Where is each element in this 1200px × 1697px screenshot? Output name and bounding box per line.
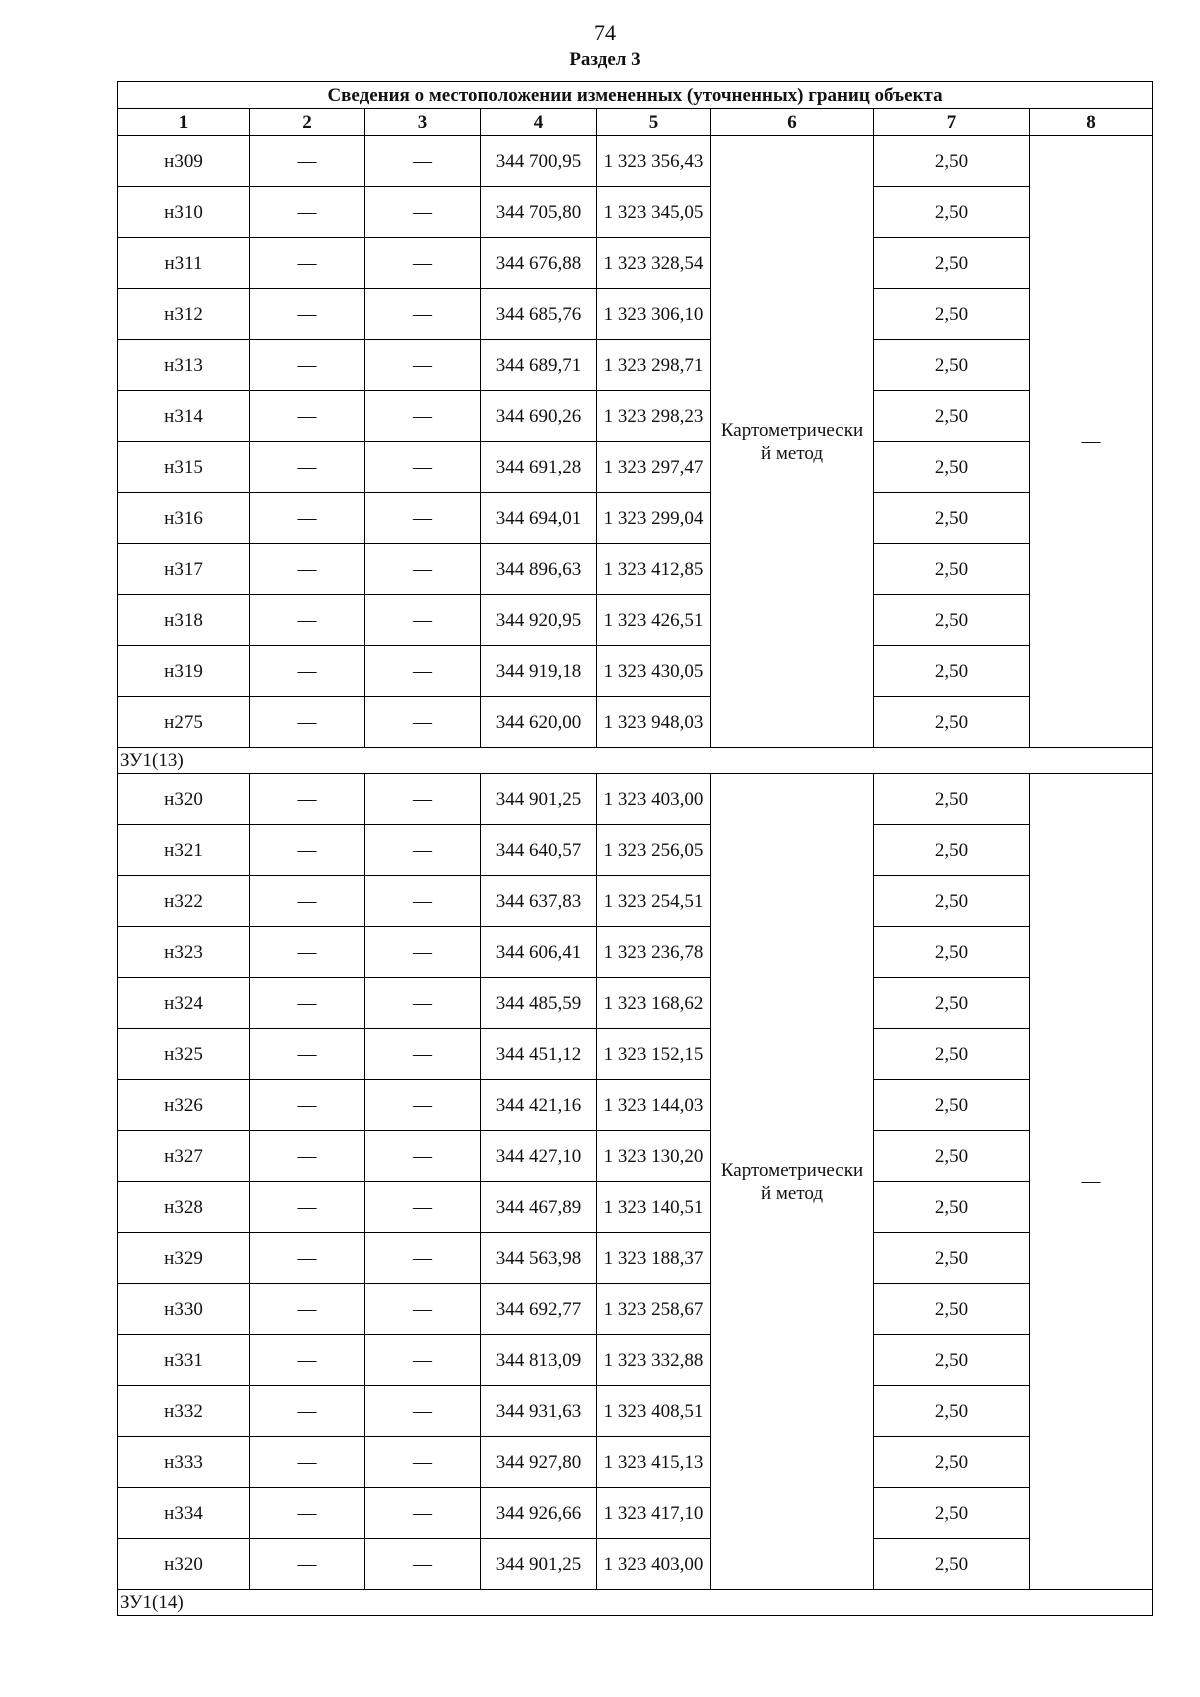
coordinate-y-cell: 1 323 408,51	[597, 1386, 711, 1437]
table-row	[118, 1539, 1153, 1590]
table-row	[118, 1131, 1153, 1182]
column-8-cell: —	[1030, 136, 1153, 748]
table-row	[118, 442, 1153, 493]
column-3-cell: —	[365, 442, 481, 493]
column-3-cell: —	[365, 1233, 481, 1284]
table-row	[118, 1080, 1153, 1131]
table-row	[118, 1284, 1153, 1335]
table-row	[118, 876, 1153, 927]
precision-cell: 2,50	[874, 774, 1030, 825]
point-name-cell: н315	[118, 442, 250, 493]
column-2-cell: —	[250, 289, 365, 340]
table-row	[118, 340, 1153, 391]
table-row	[118, 1335, 1153, 1386]
column-2-cell: —	[250, 544, 365, 595]
table-row	[118, 927, 1153, 978]
column-2-cell: —	[250, 825, 365, 876]
column-2-cell: —	[250, 1488, 365, 1539]
table-row	[118, 646, 1153, 697]
column-2-cell: —	[250, 136, 365, 187]
column-3-cell: —	[365, 493, 481, 544]
table-row	[118, 774, 1153, 825]
column-2-cell: —	[250, 442, 365, 493]
column-2-cell: —	[250, 1386, 365, 1437]
precision-cell: 2,50	[874, 1080, 1030, 1131]
method-text-line: Картометрически	[720, 1159, 864, 1181]
precision-cell: 2,50	[874, 442, 1030, 493]
precision-cell: 2,50	[874, 1131, 1030, 1182]
point-name-cell: н322	[118, 876, 250, 927]
coordinate-y-cell: 1 323 256,05	[597, 825, 711, 876]
column-3-cell: —	[365, 544, 481, 595]
parcel-label: ЗУ1(14)	[118, 1590, 1153, 1616]
coordinate-y-cell: 1 323 258,67	[597, 1284, 711, 1335]
column-3-cell: —	[365, 876, 481, 927]
coordinate-x-cell: 344 690,26	[481, 391, 597, 442]
point-name-cell: н318	[118, 595, 250, 646]
column-3-cell: —	[365, 187, 481, 238]
coordinate-y-cell: 1 323 417,10	[597, 1488, 711, 1539]
coordinate-y-cell: 1 323 144,03	[597, 1080, 711, 1131]
coordinate-y-cell: 1 323 298,71	[597, 340, 711, 391]
coordinate-x-cell: 344 685,76	[481, 289, 597, 340]
column-8-cell: —	[1030, 774, 1153, 1590]
column-3-cell: —	[365, 1182, 481, 1233]
method-cell	[711, 136, 874, 748]
coordinate-x-cell: 344 637,83	[481, 876, 597, 927]
point-name-cell: н310	[118, 187, 250, 238]
coordinate-x-cell: 344 705,80	[481, 187, 597, 238]
column-2-cell: —	[250, 391, 365, 442]
precision-cell: 2,50	[874, 187, 1030, 238]
parcel-label-row	[118, 1590, 1153, 1616]
column-3-cell: —	[365, 1386, 481, 1437]
parcel-label: ЗУ1(13)	[118, 748, 1153, 774]
column-number: 2	[250, 109, 365, 136]
coordinate-x-cell: 344 919,18	[481, 646, 597, 697]
coordinate-x-cell: 344 563,98	[481, 1233, 597, 1284]
column-2-cell: —	[250, 1335, 365, 1386]
point-name-cell: н329	[118, 1233, 250, 1284]
coordinate-x-cell: 344 691,28	[481, 442, 597, 493]
precision-cell: 2,50	[874, 238, 1030, 289]
table-row	[118, 1029, 1153, 1080]
column-2-cell: —	[250, 1233, 365, 1284]
boundary-coordinates-table	[117, 81, 1153, 1616]
column-2-cell: —	[250, 697, 365, 748]
point-name-cell: н324	[118, 978, 250, 1029]
coordinate-y-cell: 1 323 306,10	[597, 289, 711, 340]
precision-cell: 2,50	[874, 1029, 1030, 1080]
table-row	[118, 187, 1153, 238]
column-number: 3	[365, 109, 481, 136]
coordinate-x-cell: 344 689,71	[481, 340, 597, 391]
column-3-cell: —	[365, 774, 481, 825]
coordinate-x-cell: 344 813,09	[481, 1335, 597, 1386]
point-name-cell: н321	[118, 825, 250, 876]
precision-cell: 2,50	[874, 1182, 1030, 1233]
table-row	[118, 136, 1153, 187]
method-text-line: Картометрически	[720, 419, 864, 441]
precision-cell: 2,50	[874, 927, 1030, 978]
table-row	[118, 544, 1153, 595]
coordinate-y-cell: 1 323 152,15	[597, 1029, 711, 1080]
column-2-cell: —	[250, 927, 365, 978]
column-2-cell: —	[250, 646, 365, 697]
method-cell	[711, 774, 874, 1590]
column-2-cell: —	[250, 774, 365, 825]
method-text-line: й метод	[760, 442, 824, 464]
coordinate-x-cell: 344 920,95	[481, 595, 597, 646]
precision-cell: 2,50	[874, 1284, 1030, 1335]
coordinate-x-cell: 344 926,66	[481, 1488, 597, 1539]
precision-cell: 2,50	[874, 697, 1030, 748]
column-2-cell: —	[250, 1131, 365, 1182]
precision-cell: 2,50	[874, 595, 1030, 646]
point-name-cell: н326	[118, 1080, 250, 1131]
precision-cell: 2,50	[874, 1335, 1030, 1386]
table-row	[118, 1437, 1153, 1488]
section-title: Раздел 3	[569, 49, 641, 70]
method-text-line: й метод	[760, 1182, 824, 1204]
column-3-cell: —	[365, 136, 481, 187]
point-name-cell: н331	[118, 1335, 250, 1386]
column-3-cell: —	[365, 238, 481, 289]
precision-cell: 2,50	[874, 978, 1030, 1029]
point-name-cell: н320	[118, 774, 250, 825]
precision-cell: 2,50	[874, 544, 1030, 595]
point-name-cell: н332	[118, 1386, 250, 1437]
column-3-cell: —	[365, 927, 481, 978]
column-2-cell: —	[250, 238, 365, 289]
coordinate-y-cell: 1 323 332,88	[597, 1335, 711, 1386]
coordinate-y-cell: 1 323 254,51	[597, 876, 711, 927]
column-2-cell: —	[250, 876, 365, 927]
point-name-cell: н327	[118, 1131, 250, 1182]
coordinate-y-cell: 1 323 356,43	[597, 136, 711, 187]
table-row	[118, 825, 1153, 876]
precision-cell: 2,50	[874, 1386, 1030, 1437]
coordinate-y-cell: 1 323 298,23	[597, 391, 711, 442]
table-body	[118, 82, 1153, 1616]
precision-cell: 2,50	[874, 1233, 1030, 1284]
column-3-cell: —	[365, 825, 481, 876]
column-2-cell: —	[250, 493, 365, 544]
precision-cell: 2,50	[874, 493, 1030, 544]
column-3-cell: —	[365, 1080, 481, 1131]
coordinate-y-cell: 1 323 412,85	[597, 544, 711, 595]
coordinate-x-cell: 344 451,12	[481, 1029, 597, 1080]
coordinate-x-cell: 344 640,57	[481, 825, 597, 876]
point-name-cell: н312	[118, 289, 250, 340]
point-name-cell: н323	[118, 927, 250, 978]
column-3-cell: —	[365, 697, 481, 748]
table-caption-row	[118, 82, 1153, 109]
coordinate-y-cell: 1 323 299,04	[597, 493, 711, 544]
point-name-cell: н317	[118, 544, 250, 595]
column-2-cell: —	[250, 340, 365, 391]
table-row	[118, 493, 1153, 544]
column-3-cell: —	[365, 1488, 481, 1539]
column-number: 1	[118, 109, 250, 136]
coordinate-x-cell: 344 700,95	[481, 136, 597, 187]
coordinate-x-cell: 344 901,25	[481, 774, 597, 825]
coordinate-y-cell: 1 323 430,05	[597, 646, 711, 697]
column-number: 6	[711, 109, 874, 136]
table-row	[118, 697, 1153, 748]
table-caption: Сведения о местоположении измененных (уточненных) границ объекта	[118, 82, 1153, 109]
column-3-cell: —	[365, 1437, 481, 1488]
column-2-cell: —	[250, 1029, 365, 1080]
coordinate-x-cell: 344 606,41	[481, 927, 597, 978]
column-3-cell: —	[365, 1539, 481, 1590]
column-3-cell: —	[365, 595, 481, 646]
column-3-cell: —	[365, 391, 481, 442]
column-number: 7	[874, 109, 1030, 136]
coordinate-x-cell: 344 931,63	[481, 1386, 597, 1437]
column-2-cell: —	[250, 187, 365, 238]
table-row	[118, 1386, 1153, 1437]
coordinate-y-cell: 1 323 345,05	[597, 187, 711, 238]
coordinate-x-cell: 344 485,59	[481, 978, 597, 1029]
coordinate-x-cell: 344 427,10	[481, 1131, 597, 1182]
precision-cell: 2,50	[874, 1437, 1030, 1488]
table-row	[118, 289, 1153, 340]
precision-cell: 2,50	[874, 876, 1030, 927]
precision-cell: 2,50	[874, 340, 1030, 391]
coordinate-y-cell: 1 323 948,03	[597, 697, 711, 748]
precision-cell: 2,50	[874, 391, 1030, 442]
precision-cell: 2,50	[874, 136, 1030, 187]
point-name-cell: н333	[118, 1437, 250, 1488]
point-name-cell: н314	[118, 391, 250, 442]
coordinate-x-cell: 344 676,88	[481, 238, 597, 289]
point-name-cell: н334	[118, 1488, 250, 1539]
precision-cell: 2,50	[874, 1539, 1030, 1590]
column-3-cell: —	[365, 1284, 481, 1335]
coordinate-y-cell: 1 323 236,78	[597, 927, 711, 978]
column-number: 5	[597, 109, 711, 136]
table-row	[118, 595, 1153, 646]
table-row	[118, 1233, 1153, 1284]
column-2-cell: —	[250, 595, 365, 646]
coordinate-x-cell: 344 901,25	[481, 1539, 597, 1590]
column-3-cell: —	[365, 1029, 481, 1080]
coordinate-y-cell: 1 323 415,13	[597, 1437, 711, 1488]
coordinate-x-cell: 344 620,00	[481, 697, 597, 748]
coordinate-x-cell: 344 467,89	[481, 1182, 597, 1233]
column-number-row	[118, 109, 1153, 136]
table-row	[118, 978, 1153, 1029]
coordinate-x-cell: 344 421,16	[481, 1080, 597, 1131]
column-2-cell: —	[250, 1080, 365, 1131]
column-3-cell: —	[365, 340, 481, 391]
coordinate-y-cell: 1 323 168,62	[597, 978, 711, 1029]
column-3-cell: —	[365, 1335, 481, 1386]
column-2-cell: —	[250, 1437, 365, 1488]
coordinate-y-cell: 1 323 426,51	[597, 595, 711, 646]
column-3-cell: —	[365, 978, 481, 1029]
parcel-label-row	[118, 748, 1153, 774]
coordinate-x-cell: 344 694,01	[481, 493, 597, 544]
point-name-cell: н320	[118, 1539, 250, 1590]
precision-cell: 2,50	[874, 289, 1030, 340]
table-row	[118, 1488, 1153, 1539]
coordinate-y-cell: 1 323 297,47	[597, 442, 711, 493]
coordinate-y-cell: 1 323 188,37	[597, 1233, 711, 1284]
table-row	[118, 391, 1153, 442]
point-name-cell: н330	[118, 1284, 250, 1335]
coordinate-x-cell: 344 896,63	[481, 544, 597, 595]
point-name-cell: н309	[118, 136, 250, 187]
coordinate-y-cell: 1 323 403,00	[597, 1539, 711, 1590]
coordinate-y-cell: 1 323 140,51	[597, 1182, 711, 1233]
table-row	[118, 238, 1153, 289]
table-row	[118, 1182, 1153, 1233]
column-3-cell: —	[365, 289, 481, 340]
point-name-cell: н319	[118, 646, 250, 697]
point-name-cell: н316	[118, 493, 250, 544]
point-name-cell: н328	[118, 1182, 250, 1233]
point-name-cell: н311	[118, 238, 250, 289]
coordinate-x-cell: 344 927,80	[481, 1437, 597, 1488]
coordinate-y-cell: 1 323 403,00	[597, 774, 711, 825]
column-number: 8	[1030, 109, 1153, 136]
coordinate-x-cell: 344 692,77	[481, 1284, 597, 1335]
column-2-cell: —	[250, 1284, 365, 1335]
column-3-cell: —	[365, 646, 481, 697]
column-number: 4	[481, 109, 597, 136]
coordinate-y-cell: 1 323 328,54	[597, 238, 711, 289]
page-number: 74	[594, 20, 616, 45]
point-name-cell: н325	[118, 1029, 250, 1080]
precision-cell: 2,50	[874, 825, 1030, 876]
column-3-cell: —	[365, 1131, 481, 1182]
column-2-cell: —	[250, 978, 365, 1029]
column-2-cell: —	[250, 1539, 365, 1590]
column-2-cell: —	[250, 1182, 365, 1233]
precision-cell: 2,50	[874, 1488, 1030, 1539]
point-name-cell: н275	[118, 697, 250, 748]
precision-cell: 2,50	[874, 646, 1030, 697]
point-name-cell: н313	[118, 340, 250, 391]
coordinate-y-cell: 1 323 130,20	[597, 1131, 711, 1182]
